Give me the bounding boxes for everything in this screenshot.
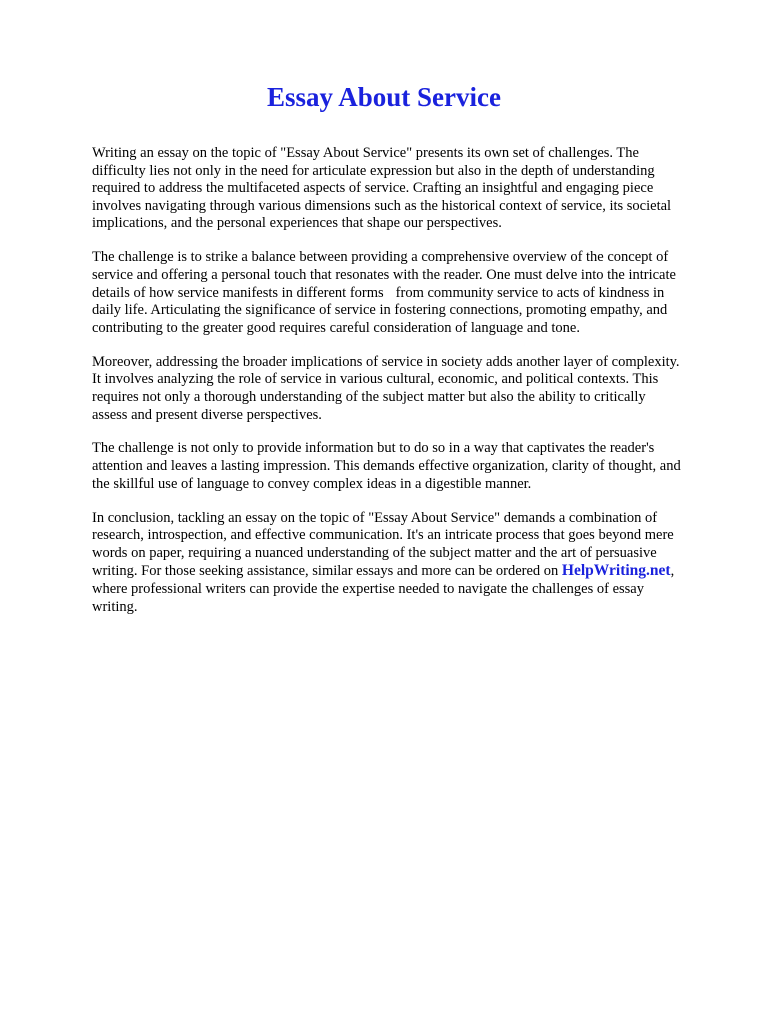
- helpwriting-link[interactable]: HelpWriting.net: [561, 562, 671, 580]
- text-line: daily life. Articulating the significance of service in fostering connections, promoting empathy, and: [92, 302, 668, 319]
- text-line: assess and present diverse perspectives.: [92, 406, 322, 423]
- text-line: service and offering a personal touch that resonates with the reader. One must delve into the intricate: [92, 266, 676, 283]
- page-title: Essay About Service: [266, 82, 501, 112]
- text-segment: details of how service manifests in different forms: [92, 284, 384, 301]
- text-line: attention and leaves a lasting impression. This demands effective organization, clarity of thought, and: [92, 458, 681, 475]
- text-segment: from community service to acts of kindness in: [395, 284, 665, 301]
- text-segment: writing. For those seeking assistance, similar essays and more can be ordered on: [92, 563, 559, 580]
- text-line: contributing to the greater good requires careful consideration of language and tone.: [92, 319, 580, 336]
- text-line: Writing an essay on the topic of "Essay About Service" presents its own set of challenges. The: [92, 145, 639, 161]
- text-line: [92, 562, 732, 581]
- text-line: difficulty lies not only in the need for articulate expression but also in the depth of understanding: [92, 162, 655, 179]
- text-line: The challenge is to strike a balance between providing a comprehensive overview of the concept of: [92, 249, 669, 266]
- text-line: words on paper, requiring a nuanced understanding of the subject matter and the art of persuasive: [92, 544, 657, 561]
- text-line: requires not only a thorough understanding of the subject matter but also the ability to critically: [92, 388, 646, 405]
- text-line: The challenge is not only to provide information but to do so in a way that captivates the reader's: [92, 440, 655, 457]
- text-segment: ,: [670, 563, 675, 580]
- paragraph-3: [92, 354, 732, 424]
- paragraph-5: [92, 510, 732, 617]
- text-line: where professional writers can provide the expertise needed to navigate the challenges of essay: [92, 581, 644, 598]
- text-line: the skillful use of language to convey complex ideas in a digestible manner.: [92, 475, 532, 492]
- text-line: involves navigating through various dimensions such as the historical context of service, its societal: [92, 197, 672, 214]
- paragraph-4: [92, 440, 732, 493]
- text-line: implications, and the personal experiences that shape our perspectives.: [92, 215, 502, 232]
- text-line: [92, 285, 732, 303]
- text-line: In conclusion, tackling an essay on the topic of "Essay About Service" demands a combination of: [92, 509, 658, 526]
- paragraph-2: [92, 249, 732, 337]
- text-line: It involves analyzing the role of service in various cultural, economic, and political contexts. This: [92, 371, 659, 388]
- paragraph-1: [92, 145, 732, 233]
- essay-body: [92, 145, 732, 633]
- text-line: required to address the multifaceted aspects of service. Crafting an insightful and engaging piece: [92, 180, 654, 197]
- text-line: research, introspection, and effective communication. It's an intricate process that goes beyond mere: [92, 527, 674, 544]
- text-line: Moreover, addressing the broader implications of service in society adds another layer of complexity.: [92, 353, 680, 370]
- text-line: writing.: [92, 598, 138, 615]
